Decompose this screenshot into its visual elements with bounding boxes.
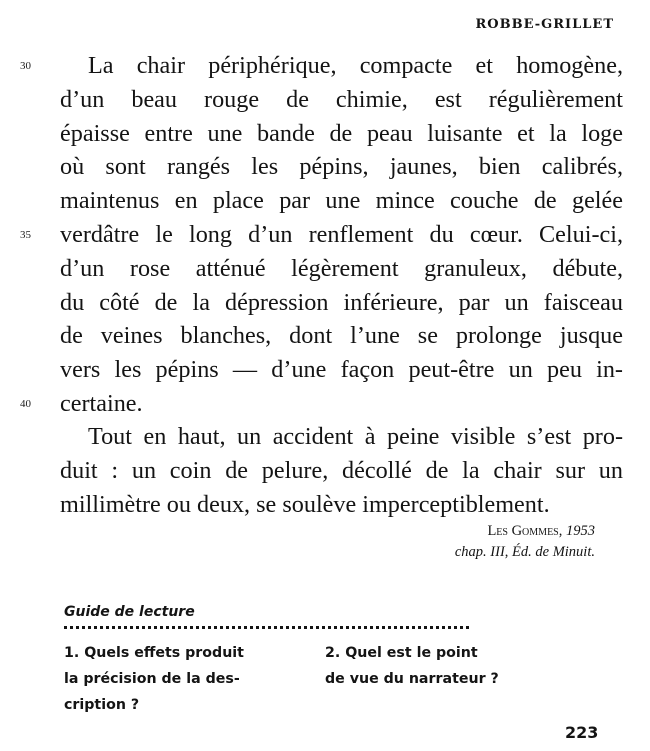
chapter-ref: chap. III [454,544,505,560]
text-line: Tout en haut, un accident à peine visible s’est pro- [88,423,623,450]
publisher: Éd. de Minuit. [512,544,595,560]
text-line: d’un rose atténué légèrement granuleux, débute, [60,254,623,282]
text-line: certaine. [60,389,143,417]
publication-year: 1953 [566,523,595,539]
question-line: cription ? [64,697,140,713]
text-line: duit : un coin de pelure, décollé de la chair sur un [60,456,623,484]
paragraph-2 [60,420,623,521]
question-1 [64,640,244,718]
text-line: millimètre ou deux, se soulève imperceptiblement. [60,490,550,518]
line-number-30: 30 [20,60,31,72]
page-number: 223 [565,723,599,742]
paragraph-1 [60,49,623,421]
text-line: d’un beau rouge de chimie, est régulièrement [60,85,623,113]
citation-line-1: Les Gommes, 1953 [487,523,595,539]
text-line: maintenus en place par une mince couche de gelée [60,187,623,215]
book-title: Les Gommes [487,523,559,539]
dotted-divider [64,626,469,629]
text-line: de veines blanches, dont l’une se prolonge jusque [60,322,623,350]
question-line: la précision de la des- [64,671,240,687]
text-line: épaisse entre une bande de peau luisante et la loge [60,119,623,147]
text-line: La chair périphérique, compacte et homogène, [88,52,623,79]
text-line: où sont rangés les pépins, jaunes, bien calibrés, [60,153,623,181]
question-line: de vue du narrateur ? [325,671,499,687]
question-line: 1. Quels effets produit [64,645,244,661]
author-name: ROBBE-GRILLET [475,17,614,32]
question-2 [325,640,499,692]
line-number-40: 40 [20,398,31,410]
running-header [476,17,615,32]
text-line: du côté de la dépression inférieure, par un faisceau [60,288,623,316]
question-line: 2. Quel est le point [325,645,478,661]
text-line: verdâtre le long d’un renflement du cœur. Celui-ci, [60,220,623,248]
line-number-35: 35 [20,229,31,241]
text-line: vers les pépins — d’une façon peut-être un peu in- [60,356,623,384]
citation-line-2: chap. III, Éd. de Minuit. [454,544,595,560]
citation [455,521,595,563]
guide-title: Guide de lecture [64,604,195,620]
